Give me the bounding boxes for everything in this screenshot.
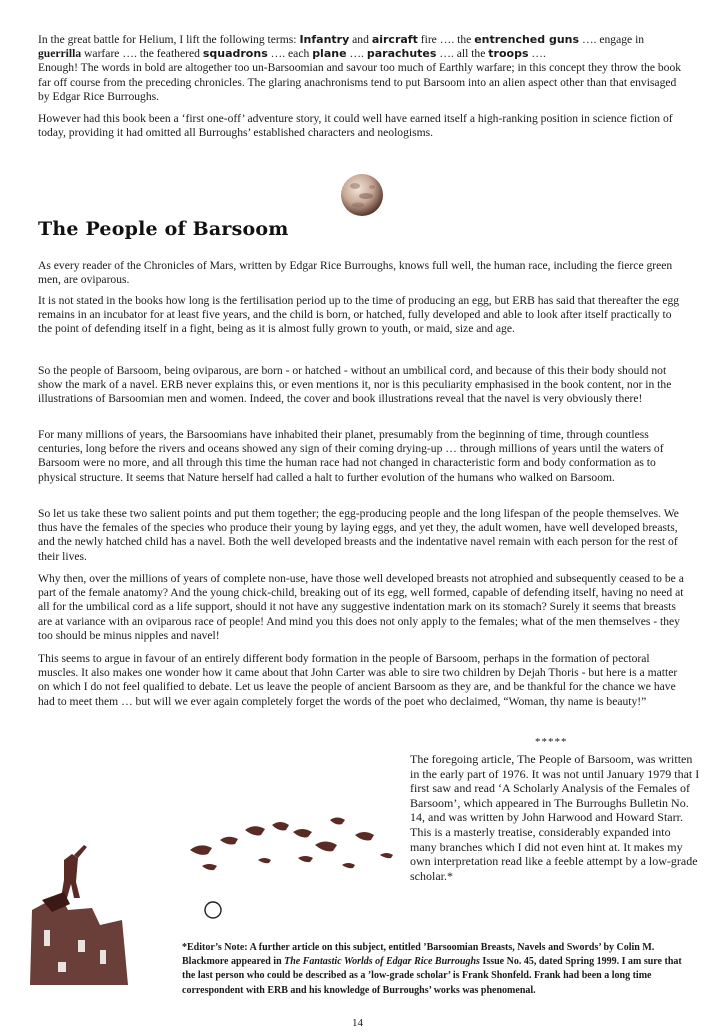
planet-ornament [339,172,385,218]
article-paragraph: For many millions of years, the Barsoomians have inhabited their planet, presumably from the beginning of time, through countless centuries, long before the rivers and oceans showed any sign of their coming drying-up … through millions of years until the waters of Barsoom were no more, and all through this time the human race had not changed in characteristic form and body conformation as to physical structure. It seems that Nature herself had called a halt to further evolution of the humans who walked on Barsoom. [38,428,664,484]
article-paragraph: This seems to argue in favour of an entirely different body formation in the people of Barsoom, perhaps in the formation of pectoral muscles. It also makes one wonder how it came about that John Carter was able to sire two children by Dejah Thoris - but here is a matter on which I do not feel qualified to debate. Let us leave the people of ancient Barsoom as they are, and be thankful for the chance we have had to meet them … but will we ever again completely forget the words of the poet who declaimed, “Woman, thy name is beauty!” [38,652,678,708]
article-paragraph: Why then, over the millions of years of complete non-use, have those well developed breasts not atrophied and subsequently ceased to be a part of the female anatomy? And the young chick-child, breaking out of its egg, well formed, capable of defending itself, having no need at all for the umbilical cord as a life support, should it not have any suggestive indentation mark on its stomach? Surely it seems that breasts are at variance with an oviparous race of people! And mind you this does not only apply to the females; what of the men themselves - they too should be minus nipples and navel! [38,572,684,642]
section-separator: ***** [535,736,568,748]
foregoing-note: The foregoing article, The People of Barsoom, was written in the early part of 1976. It was not until January 1979 that I first saw and read ‘A Scholarly Analysis of the Females of Barsoom’, which appeared in The Burroughs Bulletin No. 14, and was written by John Harwood and Howard Starr. This is a masterly treatise, considerably expanded into many branches which I did not even hint at. It makes my own interpretation read like a feeble attempt by a low-grade scholar.* [410,752,700,883]
editor-note: *Editor’s Note: A further article on this subject, entitled ’Barsoomian Breasts, Navels and Swords’ by Colin M. Blackmore appeared in The Fantastic Worlds of Edgar Rice Burroughs Issue No. 45, dated Spring 1999. I am sure that the last person who could be described as a ’low-grade scholar’ is Frank Shonfeld. Frank had been a long time correspondent with ERB and his knowledge of Burroughs’ works was phenomenal. [182,942,682,996]
article-heading: The People of Barsoom [38,218,289,240]
article-paragraph: So the people of Barsoom, being oviparous, are born - or hatched - without an umbilical cord, and because of this their body should not show the mark of a navel. ERB never explains this, or even mentions it, nor is this peculiarity emphasised in the book content, nor in the illustrations of Barsoomian men and women. Indeed, the cover and book illustrations reveal that the navel is very obviously there! [38,364,672,406]
article-paragraph: So let us take these two salient points and put them together; the egg-producing people and the long lifespan of the people themselves. We thus have the females of the species who produce their young by laying eggs, and yet they, the adult women, have well developed breasts, and the newly hatched child has a navel. Both the well developed breasts and the indentative navel remain with each person for the rest of their lives. [38,507,679,563]
intro-paragraph-1: In the great battle for Helium, I lift the following terms: Infantry and aircraft fire …. the entrenched guns …. engage in guerrilla warfare …. the feathered squadrons …. each plane …. parachutes …. all the troops …. Enough! The words in bold are altogether too un-Barsoomian and savour too much of Earthly warfare; in this concept they throw the book far off course from the preceding chronicles. The glaring anachronisms tend to put Barsoom into an alien aspect other than that envisaged by Edgar Rice Burroughs. [38,33,682,103]
article-paragraph: As every reader of the Chronicles of Mars, written by Edgar Rice Burroughs, knows full well, the human race, including the fierce green men, are oviparous. [38,259,673,287]
page-number: 14 [352,1017,363,1029]
intro-paragraph-2: However had this book been a ‘first one-off’ adventure story, it could well have earned itself a high-ranking position in science fiction of today, providing it had omitted all Burroughs’ established characters and neologisms. [38,112,673,140]
article-paragraph: It is not stated in the books how long is the fertilisation period up to the time of producing an egg, but ERB has said that thereafter the egg remains in an incubator for at least five years, and the child is born, or hatched, fully developed and able to look after itself practically to the point of defending itself in a fight, being as it is almost fully grown to youth, or maid, size and age. [38,294,680,336]
